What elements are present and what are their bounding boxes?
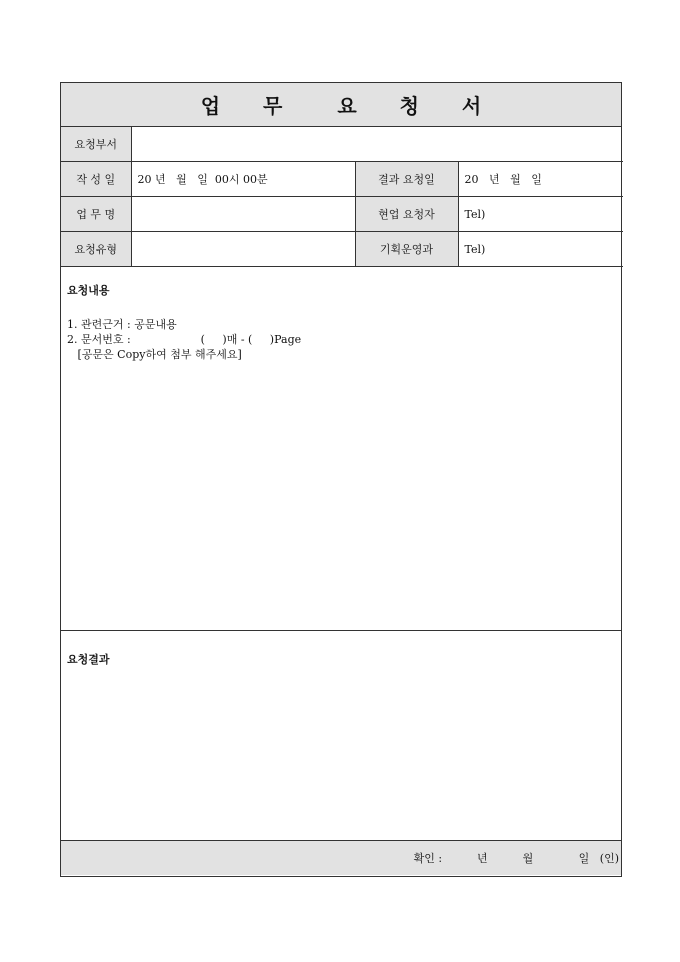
result-date-label: 결과 요청일 (355, 162, 458, 197)
work-request-form (60, 82, 622, 877)
confirm-row (61, 841, 621, 875)
title-row (61, 83, 621, 127)
content-line: [공문은 Copy하여 첨부 해주세요] (67, 348, 242, 361)
type-row (61, 232, 623, 267)
confirm-text: 확인 : 년 월 일 (인) (413, 852, 619, 865)
date-label: 작 성 일 (61, 162, 131, 197)
requester-tel-field[interactable]: Tel) (458, 197, 623, 232)
date-field[interactable]: 20 년 월 일 00시 00분 (131, 162, 355, 197)
request-result-area[interactable] (61, 631, 621, 841)
date-row (61, 162, 623, 197)
title-char: 청 (399, 94, 419, 118)
result-title: 요청결과 (67, 653, 110, 666)
result-date-field[interactable]: 20 년 월 일 (458, 162, 623, 197)
title-char: 무 (263, 94, 283, 118)
info-table (61, 127, 623, 267)
requester-label: 현업 요청자 (355, 197, 458, 232)
form-title (183, 90, 500, 119)
type-label: 요청유형 (61, 232, 131, 267)
planning-dept-label: 기획운영과 (355, 232, 458, 267)
dept-label: 요청부서 (61, 127, 131, 162)
content-title: 요청내용 (67, 284, 110, 297)
content-line: 1. 관련근거 : 공문내용 (67, 318, 177, 331)
task-row (61, 197, 623, 232)
content-line: 2. 문서번호 : ( )매 - ( )Page (67, 333, 302, 346)
planning-tel-field[interactable]: Tel) (458, 232, 623, 267)
title-char: 서 (461, 94, 482, 118)
task-field[interactable] (131, 197, 355, 232)
dept-row (61, 127, 623, 162)
type-field[interactable] (131, 232, 355, 267)
request-content-area[interactable] (61, 267, 621, 631)
task-label: 업 무 명 (61, 197, 131, 232)
title-char: 업 (200, 94, 221, 118)
title-char: 요 (337, 94, 357, 118)
dept-field[interactable] (131, 127, 623, 162)
